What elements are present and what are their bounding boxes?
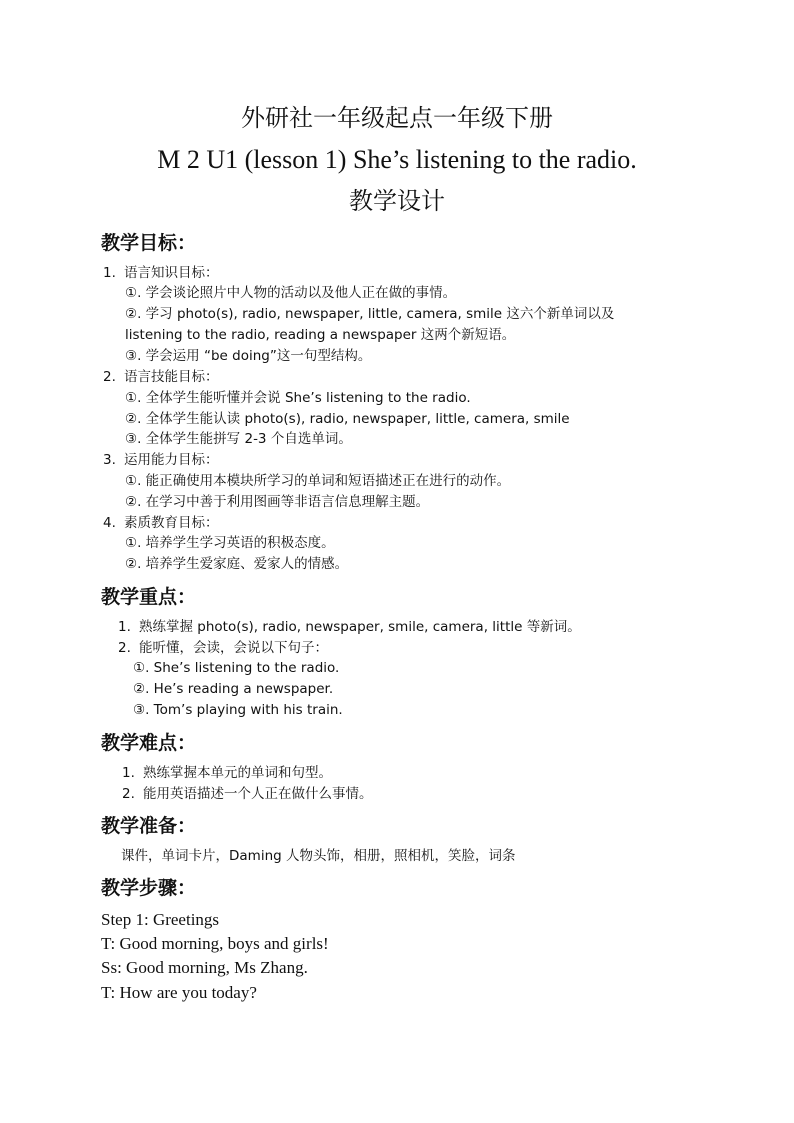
key-sentence: ③. Tom’s playing with his train. [133,702,343,718]
step-line: Ss: Good morning, Ms Zhang. [101,958,308,977]
key-point-1 [118,618,581,636]
preparation-text: 课件，单词卡片，Daming 人物头饰，相册，照相机，笑脸，词条 [121,848,516,864]
objectives-heading: 教学目标： [101,232,197,254]
list-item: ①. 能正确使用本模块所学习的单词和短语描述正在进行的动作。 [125,473,511,489]
difficulty-2 [122,785,373,803]
preparation-heading: 教学准备： [101,815,197,837]
doc-title-lesson: M 2 U1 (lesson 1) She’s listening to the radio. [157,145,637,174]
list-number: 2. [122,786,135,802]
list-item: ①. 学会谈论照片中人物的活动以及他人正在做的事情。 [125,285,457,301]
objective-group-label: 语言知识目标： [124,265,219,281]
list-text: 熟练掌握 photo(s), radio, newspaper, smile, camera, little 等新词。 [139,619,581,635]
list-item: ①. 培养学生学习英语的积极态度。 [125,535,335,551]
objective-group-number: 3. [103,452,116,468]
list-item: ②. 培养学生爱家庭、爱家人的情感。 [125,556,349,572]
objective-group-3 [103,451,219,469]
step-line: T: Good morning, boys and girls! [101,934,329,953]
steps-heading: 教学步骤： [101,877,197,899]
objective-group-label: 运用能力目标： [124,452,219,468]
key-point-2 [118,639,328,657]
list-item: ①. 全体学生能听懂并会说 She’s listening to the radio. [125,390,471,406]
list-text: 能用英语描述一个人正在做什么事情。 [143,786,373,802]
list-item: ③. 全体学生能拼写 2-3 个自选单词。 [125,431,352,447]
key-sentence: ①. She’s listening to the radio. [133,660,340,676]
list-item: ②. 学习 photo(s), radio, newspaper, little, camera, smile 这六个新单词以及 [125,306,615,322]
doc-title-design: 教学设计 [349,187,445,215]
list-item: listening to the radio, reading a newspaper 这两个新短语。 [125,327,516,343]
list-item: ②. 在学习中善于利用图画等非语言信息理解主题。 [125,494,430,510]
difficulties-heading: 教学难点： [101,732,197,754]
objective-group-2 [103,368,219,386]
objective-group-number: 4. [103,515,116,531]
list-number: 1. [122,765,135,781]
list-number: 2. [118,640,131,656]
list-number: 1. [118,619,131,635]
objective-group-4 [103,514,219,532]
doc-title-publisher: 外研社一年级起点一年级下册 [241,104,553,132]
step-line: Step 1: Greetings [101,910,220,929]
list-text: 能听懂，会读，会说以下句子： [139,640,328,656]
objective-group-number: 1. [103,265,116,281]
difficulty-1 [122,764,332,782]
list-item: ③. 学会运用 “be doing”这一句型结构。 [125,348,372,364]
key-sentence: ②. He’s reading a newspaper. [133,681,334,697]
list-item: ②. 全体学生能认读 photo(s), radio, newspaper, little, camera, smile [125,411,570,427]
step-line: T: How are you today? [101,983,257,1002]
key-points-heading: 教学重点： [101,586,197,608]
objective-group-label: 素质教育目标： [124,515,219,531]
objective-group-number: 2. [103,369,116,385]
objective-group-1 [103,264,219,282]
list-text: 熟练掌握本单元的单词和句型。 [143,765,332,781]
objective-group-label: 语言技能目标： [124,369,219,385]
